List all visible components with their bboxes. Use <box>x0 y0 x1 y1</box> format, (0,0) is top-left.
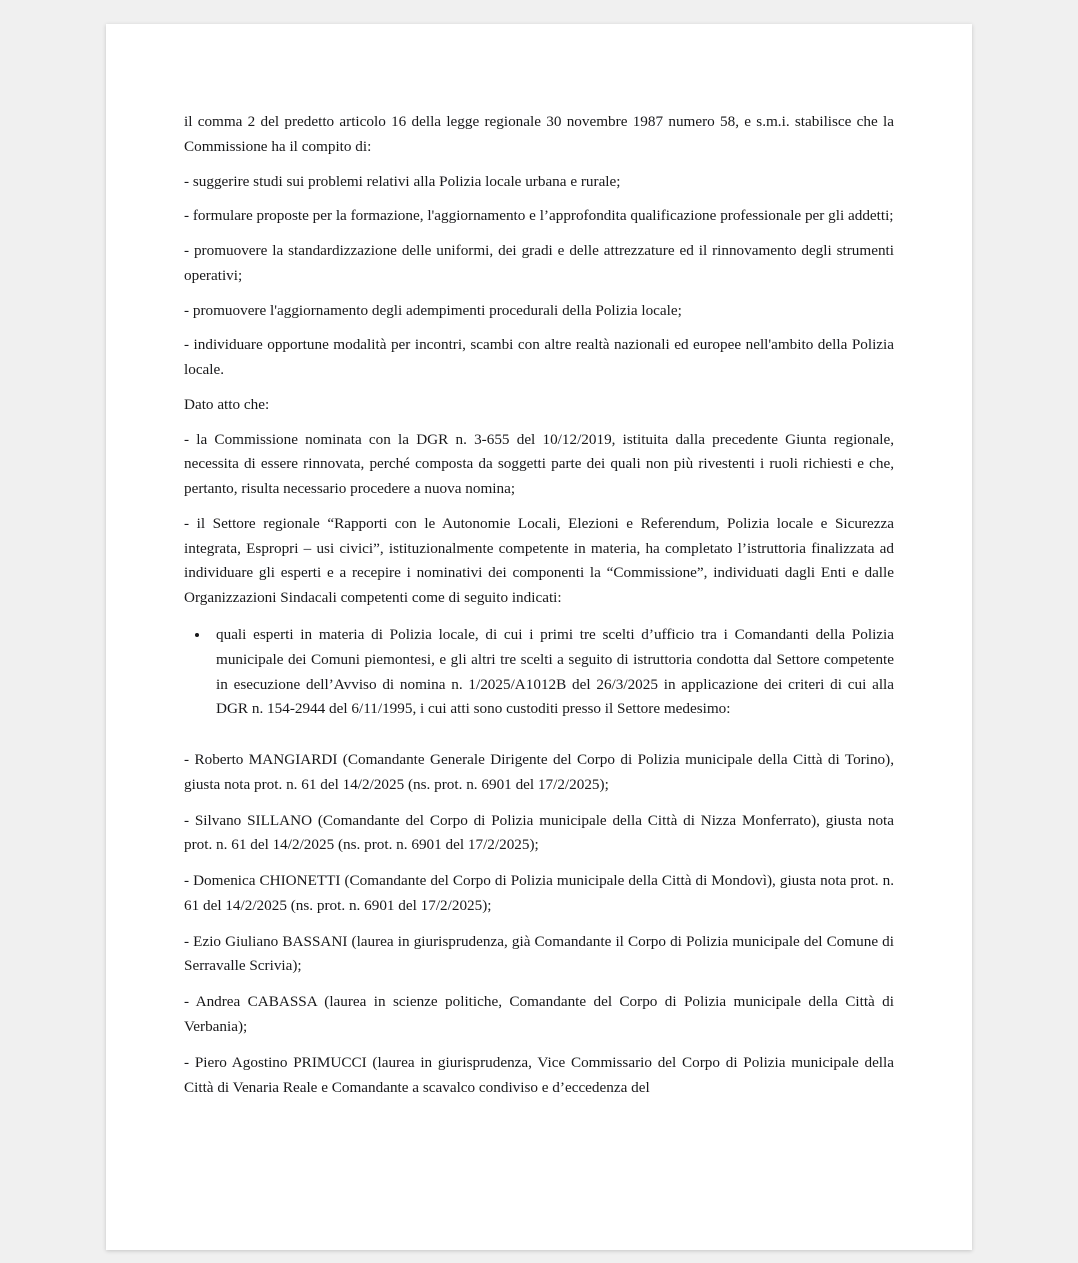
name-entry-4: - Andrea CABASSA (laurea in scienze politiche, Comandante del Corpo di Polizia municipale della Città di Verbania); <box>184 993 894 1035</box>
name-entry-2: - Domenica CHIONETTI (Comandante del Corpo di Polizia municipale della Città di Mondovì), giusta nota prot. n. 61 del 14/2/2025 (ns. prot. n. 6901 del 17/2/2025); <box>184 872 894 914</box>
section-spacer <box>184 732 894 748</box>
experts-bullet-list <box>184 623 894 722</box>
name-entry-5: - Piero Agostino PRIMUCCI (laurea in giurisprudenza, Vice Commissario del Corpo di Polizia municipale della Città di Venaria Reale e Comandante a scavalco condiviso e d’eccedenza del <box>184 1053 894 1096</box>
paragraph-dato-atto-1: - il Settore regionale “Rapporti con le Autonomie Locali, Elezioni e Referendum, Polizia locale e Sicurezza integrata, Espropri – usi civici”, istituzionalmente competente in materia, ha completato l’istruttoria finalizzata ad individuare gli esperti e a recepire i nominativi dei componenti la “Commissione”, individuati dagli Enti e dalle Organizzazioni Sindacali competenti come di seguito indicati: <box>184 514 894 607</box>
document-body <box>184 110 894 1100</box>
paragraph-dato-atto-0: - la Commissione nominata con la DGR n. 3-655 del 10/12/2019, istituita dalla precedente Giunta regionale, necessita di essere rinnovata, perché composta da soggetti parte dei quali non più rivestenti i ruoli richiesti e che, pertanto, risulta necessario procedere a nuova nomina; <box>184 430 894 498</box>
list-item: • quali esperti in materia di Polizia locale, di cui i primi tre scelti d’ufficio tra i Comandanti della Polizia municipale dei Comuni piemontesi, e gli altri tre scelti a seguito di istruttoria condotta dal Settore competente in esecuzione dell’Avviso di nomina n. 1/2025/A1012B del 26/3/2025 in applicazione dei criteri di cui alla DGR n. 154-2944 del 6/11/1995, i cui atti sono custoditi presso il Settore medesimo: <box>210 623 894 722</box>
name-entry-0: - Roberto MANGIARDI (Comandante Generale Dirigente del Corpo di Polizia municipale della Città di Torino), giusta nota prot. n. 61 del 14/2/2025 (ns. prot. n. 6901 del 17/2/2025); <box>184 751 894 793</box>
paragraph-intro-3: - promuovere la standardizzazione delle uniformi, dei gradi e delle attrezzature ed il rinnovamento degli strumenti operativi; <box>184 242 894 284</box>
paragraph-intro-5: - individuare opportune modalità per incontri, scambi con altre realtà nazionali ed europee nell'ambito della Polizia locale. <box>184 336 894 379</box>
name-entry-3: - Ezio Giuliano BASSANI (laurea in giurisprudenza, già Comandante il Corpo di Polizia municipale del Comune di Serravalle Scrivia); <box>184 932 894 975</box>
document-page <box>106 24 972 1250</box>
paragraph-intro-4: - promuovere l'aggiornamento degli adempimenti procedurali della Polizia locale; <box>184 301 682 319</box>
paragraph-intro-0: il comma 2 del predetto articolo 16 della legge regionale 30 novembre 1987 numero 58, e s.m.i. stabilisce che la Commissione ha il compito di: <box>184 113 894 155</box>
names-list <box>184 748 894 1100</box>
paragraph-intro-2: - formulare proposte per la formazione, l'aggiornamento e l’approfondita qualificazione professionale per gli addetti; <box>184 207 894 225</box>
name-entry-1: - Silvano SILLANO (Comandante del Corpo di Polizia municipale della Città di Nizza Monferrato), giusta nota prot. n. 61 del 14/2/2025 (ns. prot. n. 6901 del 17/2/2025); <box>184 811 894 854</box>
paragraph-intro-1: - suggerire studi sui problemi relativi alla Polizia locale urbana e rurale; <box>184 172 621 190</box>
heading-dato-atto: Dato atto che: <box>184 395 270 413</box>
